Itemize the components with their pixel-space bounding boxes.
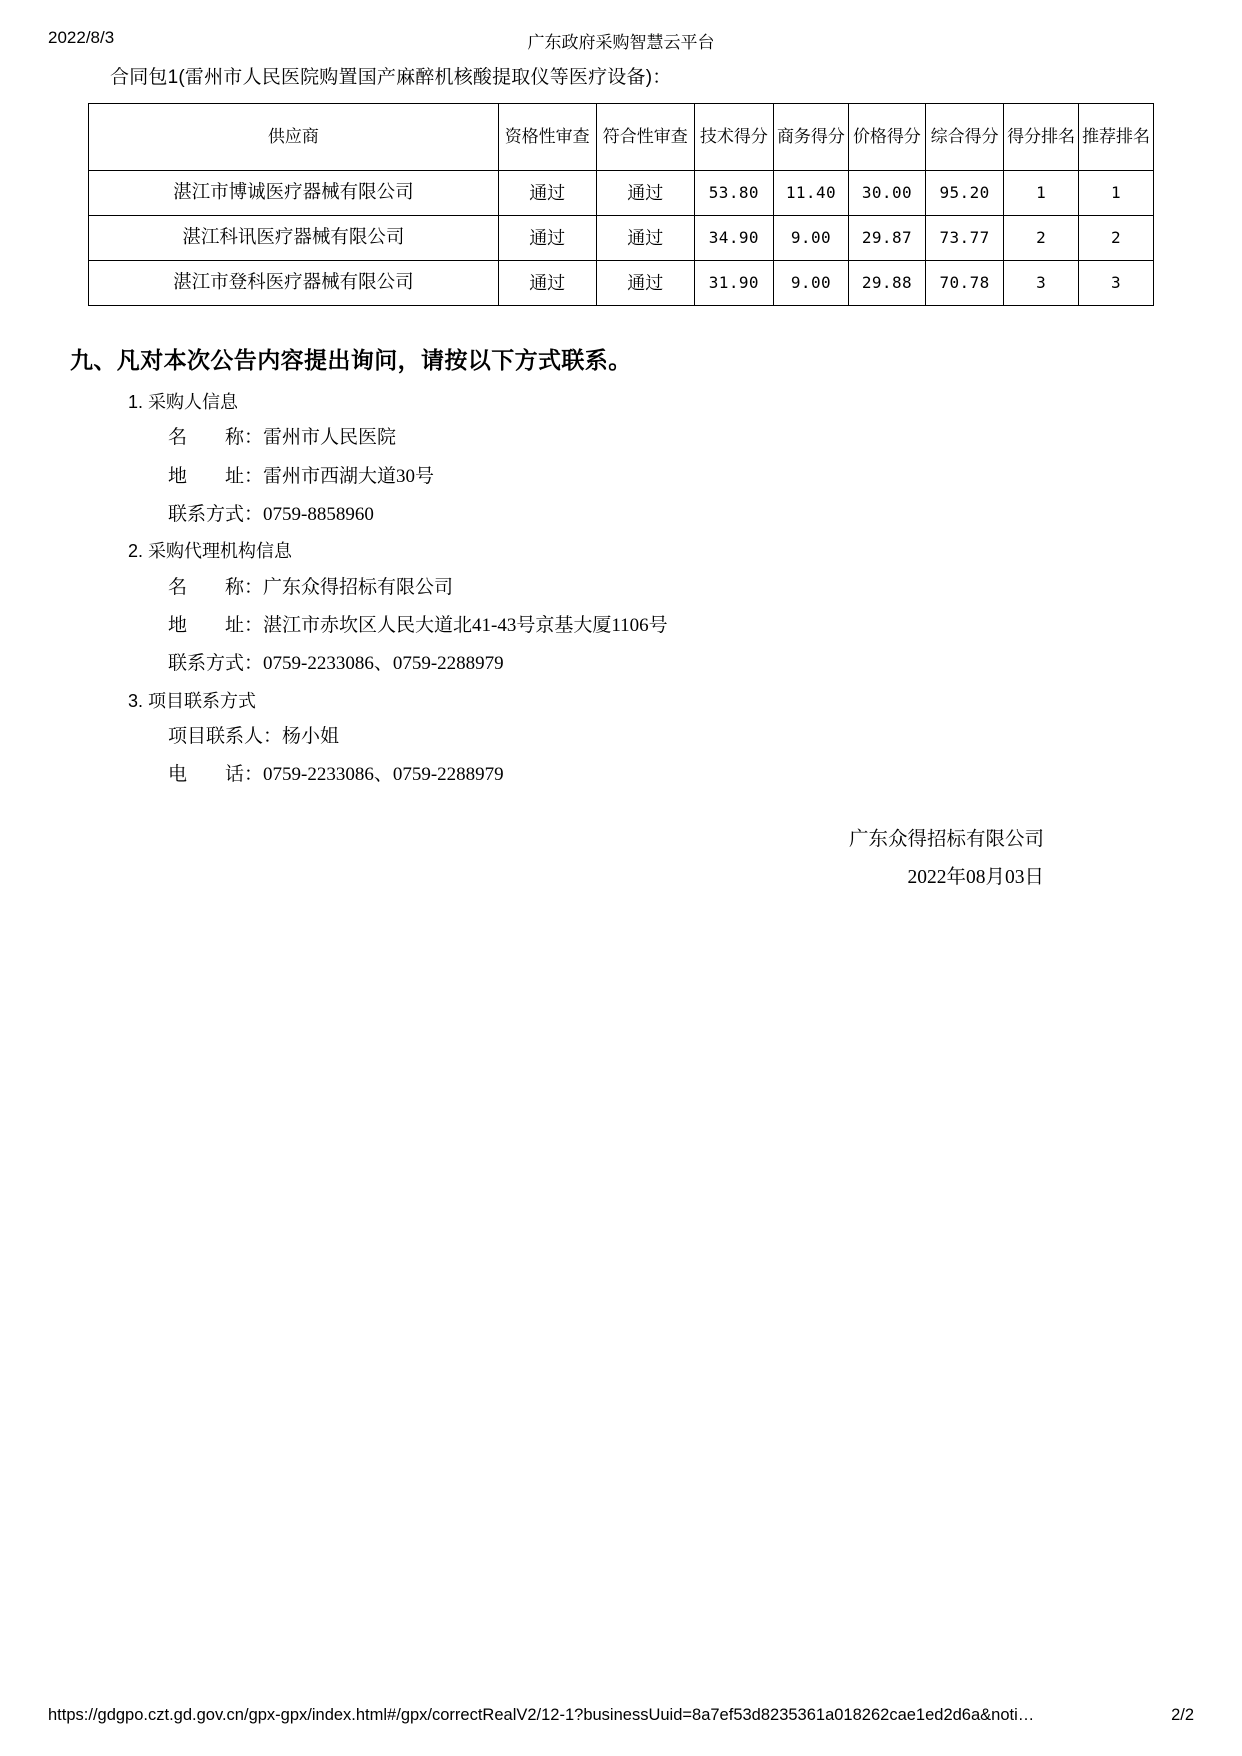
- signature-company: 广东众得招标有限公司: [848, 828, 1044, 850]
- purchaser-address: 地 址：雷州市西湖大道30号: [168, 465, 435, 487]
- cell-qualification: 通过: [498, 171, 596, 216]
- page-footer: [0, 1706, 1242, 1732]
- column-header-price: 价格得分: [848, 104, 925, 171]
- cell-score-rank: 3: [1004, 261, 1079, 306]
- cell-technical: 31.90: [694, 261, 773, 306]
- page-header: [0, 28, 1242, 52]
- footer-url[interactable]: https://gdgpo.czt.gd.gov.cn/gpx-gpx/index.html#/gpx/correctRealV2/12-1?businessUuid=8a7ef53d8235361a018262cae1ed2d6a&noti…: [48, 1706, 1035, 1724]
- table-header-row: [89, 104, 1154, 171]
- cell-conformity: 通过: [596, 171, 694, 216]
- column-header-recommend-rank: 推荐排名: [1079, 104, 1154, 171]
- cell-business: 9.00: [774, 216, 849, 261]
- cell-business: 11.40: [774, 171, 849, 216]
- cell-score-rank: 1: [1004, 171, 1079, 216]
- cell-total: 95.20: [925, 171, 1003, 216]
- purchaser-name: 名 称：雷州市人民医院: [168, 427, 397, 449]
- cell-supplier: 湛江市登科医疗器械有限公司: [89, 261, 499, 306]
- section-heading-contact: 九、凡对本次公告内容提出询问，请按以下方式联系。: [70, 348, 632, 373]
- cell-price: 30.00: [848, 171, 925, 216]
- table-row: [89, 261, 1154, 306]
- table-row: [89, 171, 1154, 216]
- cell-recommend-rank: 3: [1079, 261, 1154, 306]
- cell-supplier: 湛江市博诚医疗器械有限公司: [89, 171, 499, 216]
- signature-block: [0, 821, 1242, 897]
- column-header-conformity: 符合性审查: [596, 104, 694, 171]
- header-date: 2022/8/3: [48, 28, 115, 47]
- cell-recommend-rank: 2: [1079, 216, 1154, 261]
- cell-supplier: 湛江科讯医疗器械有限公司: [89, 216, 499, 261]
- signature-date: 2022年08月03日: [907, 866, 1044, 888]
- column-header-business: 商务得分: [774, 104, 849, 171]
- column-header-score-rank: 得分排名: [1004, 104, 1079, 171]
- cell-total: 70.78: [925, 261, 1003, 306]
- column-header-technical: 技术得分: [694, 104, 773, 171]
- subsection-purchaser-label: 1. 采购人信息: [128, 392, 239, 412]
- cell-conformity: 通过: [596, 216, 694, 261]
- project-contact-person: 项目联系人：杨小姐: [168, 725, 340, 747]
- agency-address: 地 址：湛江市赤坎区人民大道北41-43号京基大厦1106号: [168, 614, 668, 636]
- cell-technical: 53.80: [694, 171, 773, 216]
- subsection-project-label: 3. 项目联系方式: [128, 690, 257, 711]
- footer-page-number: 2/2: [1171, 1706, 1194, 1724]
- cell-total: 73.77: [925, 216, 1003, 261]
- subsection-agency-label: 2. 采购代理机构信息: [128, 541, 293, 562]
- cell-score-rank: 2: [1004, 216, 1079, 261]
- cell-price: 29.87: [848, 216, 925, 261]
- cell-conformity: 通过: [596, 261, 694, 306]
- evaluation-score-table: [88, 103, 1154, 306]
- table-row: [89, 216, 1154, 261]
- package-title: 合同包1(雷州市人民医院购置国产麻醉机核酸提取仪等医疗设备)：: [110, 67, 672, 88]
- cell-technical: 34.90: [694, 216, 773, 261]
- project-contact-phone: 电 话：0759-2233086、0759-2288979: [168, 764, 504, 786]
- column-header-supplier: 供应商: [89, 104, 499, 171]
- header-title: 广东政府采购智慧云平台: [527, 33, 715, 52]
- agency-contact: 联系方式：0759-2233086、0759-2288979: [168, 653, 504, 675]
- agency-name: 名 称：广东众得招标有限公司: [168, 576, 454, 598]
- cell-recommend-rank: 1: [1079, 171, 1154, 216]
- cell-price: 29.88: [848, 261, 925, 306]
- document-content: [0, 62, 1242, 897]
- column-header-qualification: 资格性审查: [498, 104, 596, 171]
- cell-qualification: 通过: [498, 261, 596, 306]
- cell-business: 9.00: [774, 261, 849, 306]
- purchaser-contact: 联系方式：0759-8858960: [168, 503, 374, 525]
- cell-qualification: 通过: [498, 216, 596, 261]
- column-header-total: 综合得分: [925, 104, 1003, 171]
